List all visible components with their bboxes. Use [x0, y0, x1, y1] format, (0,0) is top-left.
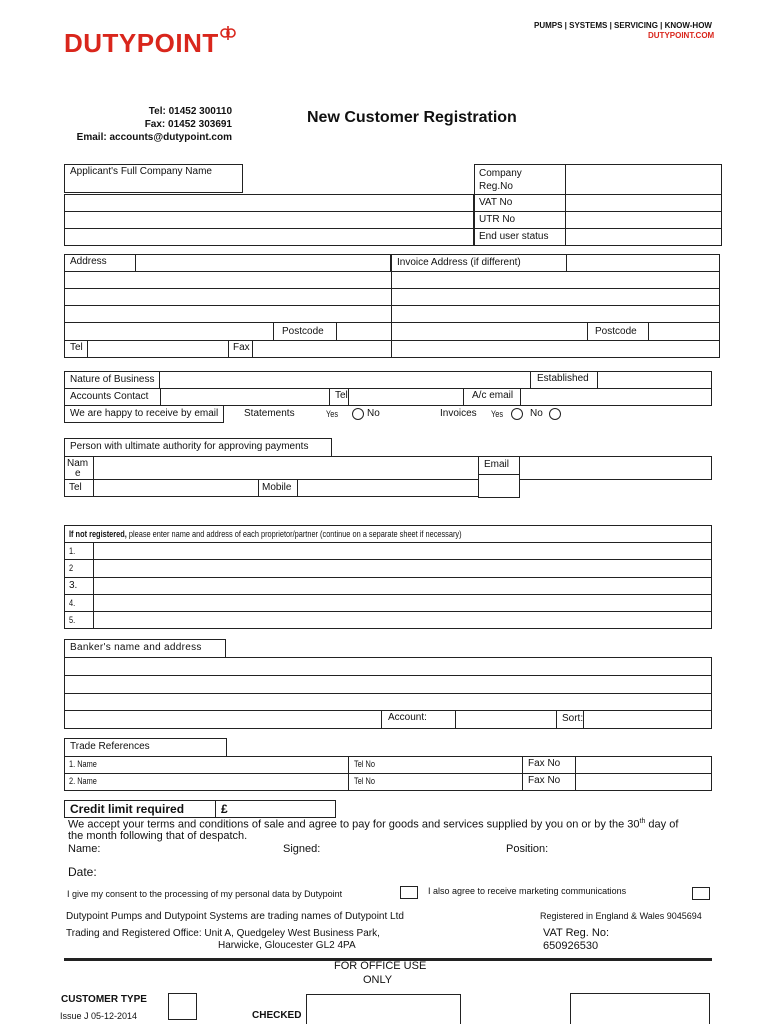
sort-field[interactable]: [583, 710, 712, 729]
invoice-address-field-5[interactable]: [391, 322, 588, 341]
trading-names: Dutypoint Pumps and Dutypoint Systems are trading names of Dutypoint Ltd: [66, 911, 404, 922]
authority-email-label: Email: [484, 459, 510, 470]
consent-marketing-label: I also agree to receive marketing communications: [428, 886, 627, 896]
office-use-1: FOR OFFICE USE: [334, 960, 427, 972]
proprietor-field-1[interactable]: [93, 542, 712, 560]
registered-office-1: Trading and Registered Office: Unit A, Quedgeley West Business Park,: [66, 928, 380, 939]
consent-personal-data-label: I give my consent to the processing of my personal data by Dutypoint: [67, 889, 343, 899]
registered-office-2: Harwicke, Gloucester GL2 4PA: [218, 940, 356, 951]
authority-tel-field[interactable]: [93, 479, 259, 497]
statements-yes-label: Yes: [326, 409, 339, 419]
invoice-address-label: Invoice Address (if different): [397, 257, 521, 268]
contact-fax: Fax: 01452 303691: [144, 119, 232, 130]
invoices-yes-radio[interactable]: [511, 408, 523, 420]
proprietor-note: [69, 530, 462, 539]
account-field[interactable]: [455, 710, 557, 729]
proprietor-field-2[interactable]: [93, 559, 712, 578]
company-reg-label-2: Reg.No: [479, 181, 513, 192]
logo-text: DUTYPOINT: [64, 28, 219, 58]
registered-england: Registered in England & Wales 9045694: [540, 911, 702, 921]
postcode-label: Postcode: [282, 326, 324, 337]
date-label: Date:: [68, 865, 97, 879]
invoice-address-field-3[interactable]: [391, 288, 720, 306]
terms-line-1: [68, 818, 678, 831]
banker-field-1[interactable]: [64, 657, 712, 676]
address-field-1[interactable]: [135, 254, 391, 272]
vat-reg-value: 650926530: [543, 940, 599, 952]
ac-email-label: A/c email: [472, 390, 514, 401]
invoice-address-field-1[interactable]: [566, 254, 720, 272]
vat-label: VAT No: [479, 197, 513, 208]
office-use-2: ONLY: [363, 974, 393, 986]
email-receive-label: We are happy to receive by email: [70, 408, 219, 419]
vat-reg-label: VAT Reg. No:: [543, 927, 610, 939]
utr-field[interactable]: [565, 211, 722, 229]
accounts-contact-label: Accounts Contact: [70, 391, 149, 402]
accounts-contact-field[interactable]: [160, 388, 330, 406]
checked-label: CHECKED: [252, 1010, 302, 1021]
banker-field-4[interactable]: [64, 710, 382, 729]
trade-2-fax-field[interactable]: [575, 773, 712, 791]
contact-email[interactable]: Email: accounts@dutypoint.com: [76, 132, 232, 143]
banker-heading: Banker's name and address: [70, 642, 202, 653]
address-tel-field[interactable]: [87, 340, 229, 358]
checked-field[interactable]: [306, 994, 461, 1024]
proprietor-row-label-4: 4.: [69, 598, 76, 608]
trade-1-name-field[interactable]: [64, 756, 349, 774]
address-field-2[interactable]: [64, 271, 392, 289]
trade-heading: Trade References: [70, 741, 150, 752]
company-reg-label-1: Company: [479, 168, 522, 179]
logo-mark-icon: [220, 26, 236, 40]
authority-mobile-field[interactable]: [297, 479, 479, 497]
end-user-field[interactable]: [565, 228, 722, 246]
invoice-tel-field[interactable]: [391, 340, 720, 358]
nature-field[interactable]: [159, 371, 531, 389]
authority-name-field[interactable]: [93, 456, 479, 480]
customer-type-label: CUSTOMER TYPE: [61, 994, 147, 1005]
position-label: Position:: [506, 843, 549, 855]
customer-type-box[interactable]: [168, 993, 197, 1020]
proprietor-row-label-1: 1.: [69, 546, 76, 556]
end-user-label: End user status: [479, 231, 549, 242]
proprietor-field-3[interactable]: [93, 577, 712, 595]
nature-label: Nature of Business: [70, 374, 155, 385]
company-reg-field[interactable]: [565, 164, 722, 195]
established-field[interactable]: [597, 371, 712, 389]
invoice-postcode-field[interactable]: [648, 322, 720, 341]
proprietor-field-5[interactable]: [93, 611, 712, 629]
invoice-address-field-2[interactable]: [391, 271, 720, 289]
statements-no-label: No: [367, 408, 380, 419]
invoices-yes-label: Yes: [491, 409, 504, 419]
proprietor-note-bold: If not registered,: [69, 529, 127, 539]
header-tagline: PUMPS | SYSTEMS | SERVICING | KNOW-HOW: [534, 21, 712, 30]
applicant-name-field-3[interactable]: [64, 228, 474, 246]
authority-name-label-2: e: [75, 468, 81, 479]
credit-currency: £: [221, 802, 228, 816]
terms-line-2: the month following that of despatch.: [68, 830, 248, 842]
proprietor-field-4[interactable]: [93, 594, 712, 612]
acc-tel-label: Tel: [335, 390, 348, 401]
credit-amount-field[interactable]: [215, 800, 336, 818]
authority-email-field[interactable]: [519, 456, 712, 480]
authority-mobile-label: Mobile: [262, 482, 292, 493]
account-label: Account:: [388, 712, 427, 723]
acc-tel-field[interactable]: [348, 388, 464, 406]
office-use-field[interactable]: [570, 993, 710, 1024]
utr-label: UTR No: [479, 214, 516, 225]
proprietor-row-label-2: 2: [69, 563, 74, 573]
trade-1-tel-label: Tel No: [354, 759, 375, 769]
address-field-3[interactable]: [64, 288, 392, 306]
proprietor-row-label-3: 3.: [69, 580, 78, 591]
ac-email-field[interactable]: [520, 388, 712, 406]
postcode-field[interactable]: [336, 322, 392, 341]
authority-name-label-1: Nam: [67, 458, 89, 469]
terms-line-1-end: day of: [645, 818, 679, 831]
authority-tel-label: Tel: [69, 482, 82, 493]
address-field-4[interactable]: [64, 305, 392, 323]
invoices-no-label: No: [530, 408, 543, 419]
applicant-name-field-1[interactable]: [64, 194, 474, 212]
name-label: Name:: [68, 843, 101, 855]
consent-personal-data-checkbox[interactable]: [400, 886, 418, 899]
sort-label: Sort:: [562, 713, 584, 724]
invoices-label: Invoices: [440, 408, 477, 419]
invoice-postcode-label: Postcode: [595, 326, 637, 337]
authority-heading: Person with ultimate authority for approving payments: [70, 441, 309, 452]
vat-field[interactable]: [565, 194, 722, 212]
trade-2-name-label: 2. Name: [69, 776, 97, 786]
address-label: Address: [70, 256, 107, 267]
trade-2-tel-label: Tel No: [354, 776, 375, 786]
address-fax-label: Fax: [233, 342, 250, 353]
banker-field-2[interactable]: [64, 675, 712, 694]
banker-field-3[interactable]: [64, 693, 712, 711]
contact-tel: Tel: 01452 300110: [148, 106, 232, 117]
proprietor-note-rest: please enter name and address of each proprietor/partner (continue on a separate sheet if necessary): [126, 529, 462, 539]
trade-1-fax-field[interactable]: [575, 756, 712, 774]
consent-marketing-checkbox[interactable]: [692, 887, 710, 900]
trade-1-fax-label: Fax No: [528, 758, 561, 769]
credit-label: Credit limit required: [70, 802, 185, 816]
invoice-address-field-4[interactable]: [391, 305, 720, 323]
terms-line-1-text: We accept your terms and conditions of sale and agree to pay for goods and services supplied by you on or by the 30: [68, 818, 640, 831]
applicant-label: Applicant's Full Company Name: [70, 166, 212, 177]
invoices-no-radio[interactable]: [549, 408, 561, 420]
applicant-name-field-2[interactable]: [64, 211, 474, 229]
consent-spacer: [417, 884, 418, 885]
trade-2-name-field[interactable]: [64, 773, 349, 791]
established-label: Established: [537, 373, 589, 384]
issue-label: Issue J 05-12-2014: [60, 1011, 138, 1021]
statements-label: Statements: [244, 408, 295, 419]
page-title: New Customer Registration: [307, 109, 517, 126]
terms-sup: th: [639, 818, 646, 825]
trade-2-fax-label: Fax No: [528, 775, 561, 786]
address-fax-field[interactable]: [252, 340, 392, 358]
address-field-5[interactable]: [64, 322, 274, 341]
address-tel-label: Tel: [70, 342, 83, 353]
trade-1-name-label: 1. Name: [69, 759, 97, 769]
header-website[interactable]: DUTYPOINT.COM: [648, 31, 715, 40]
authority-email-ext: [478, 474, 520, 498]
signed-label: Signed:: [283, 843, 321, 855]
proprietor-row-label-5: 5.: [69, 615, 76, 625]
statements-yes-radio[interactable]: [352, 408, 364, 420]
